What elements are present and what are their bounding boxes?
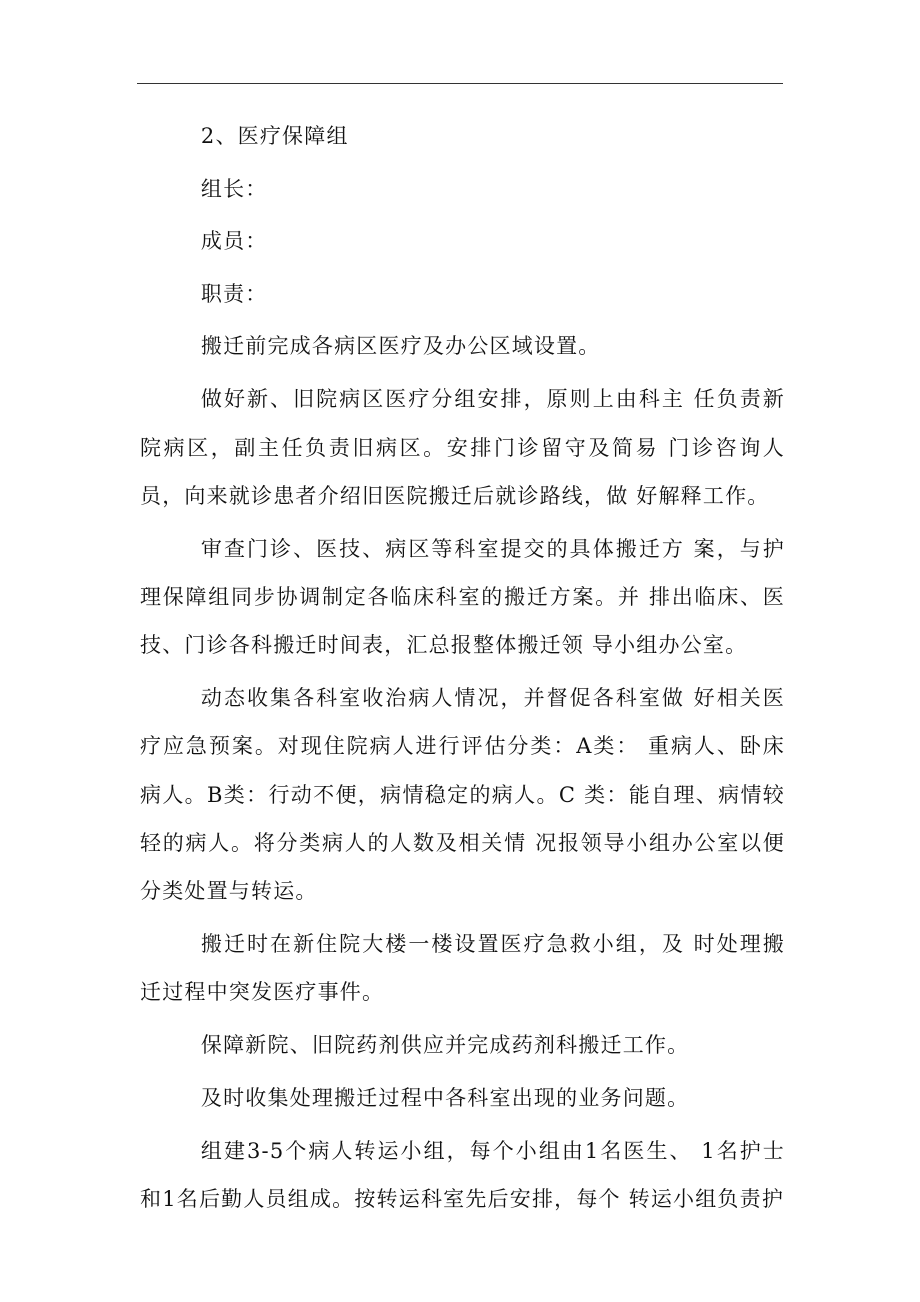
paragraph-grouping: 做好新、旧院病区医疗分组安排，原则上由科主 任负责新院病区，副主任负责旧病区。安排门诊留守及简易 门诊咨询人员，向来就诊患者介绍旧医院搬迁后就诊路线，做 好解释工作。 — [140, 387, 785, 508]
document-body — [140, 112, 785, 1228]
paragraph-issues: 及时收集处理搬迁过程中各科室出现的业务问题。 — [200, 1086, 690, 1111]
paragraph-classification: 动态收集各科室收治病人情况，并督促各科室做 好相关医疗应急预案。对现住院病人进行评估分类：A类： 重病人、卧床病人。B类：行动不便，病情稳定的病人。C 类：能自理、病情较轻的病人。将分类病人的人数及相关情 况报领导小组办公室以便分类处置与转运。 — [140, 686, 785, 903]
members-label: 成员： — [200, 229, 268, 254]
section-title: 2、医疗保障组 — [200, 124, 349, 148]
paragraph-pharmacy: 保障新院、旧院药剂供应并完成药剂科搬迁工作。 — [200, 1033, 690, 1058]
paragraph-setup: 搬迁前完成各病区医疗及办公区域设置。 — [200, 334, 601, 359]
paragraph-emergency: 搬迁时在新住院大楼一楼设置医疗急救小组，及 时处理搬迁过程中突发医疗事件。 — [140, 932, 785, 1005]
paragraph-review: 审查门诊、医技、病区等科室提交的具体搬迁方 案，与护理保障组同步协调制定各临床科室的搬迁方案。并 排出临床、医技、门诊各科搬迁时间表，汇总报整体搬迁领 导小组办公室。 — [140, 536, 785, 658]
duties-label: 职责： — [200, 281, 268, 306]
header-rule — [137, 83, 783, 84]
leader-label: 组长： — [200, 176, 268, 201]
paragraph-transfer-teams: 组建3-5个病人转运小组，每个小组由1名医生、 1名护士和1名后勤人员组成。按转运科室先后安排，每个 转运小组负责护 — [140, 1139, 785, 1212]
